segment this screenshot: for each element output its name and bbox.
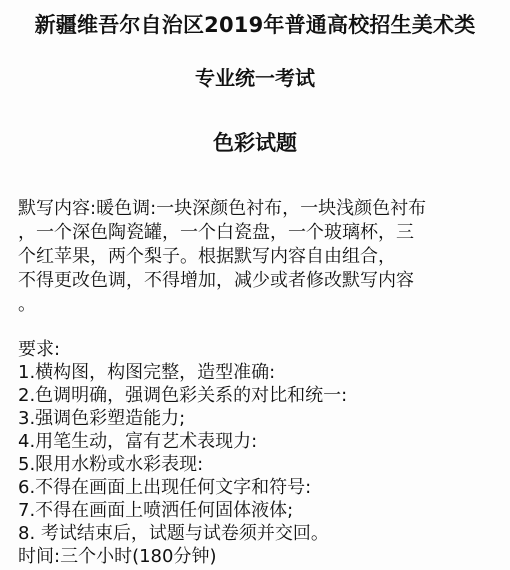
document-subtitle: 专业统一考试 xyxy=(195,66,315,90)
dictation-content xyxy=(18,197,498,317)
document-title: 新疆维吾尔自治区2019年普通高校招生美术类 xyxy=(34,13,476,37)
content-line: 个红苹果，两个梨子。根据默写内容自由组合， xyxy=(18,246,396,267)
requirements-section xyxy=(18,338,498,568)
requirement-item: 6.不得在画面上出现任何文字和符号: xyxy=(18,477,312,498)
requirement-item: 7.不得在画面上喷洒任何固体液体; xyxy=(18,500,294,521)
requirement-item: 1.横构图，构图完整，造型准确: xyxy=(18,362,276,383)
content-line: ，一个深色陶瓷罐，一个白瓷盘，一个玻璃杯，三 xyxy=(18,222,414,243)
requirement-item: 8. 考试结束后，试题与试卷须并交回。 xyxy=(18,523,329,544)
exam-time: 时间:三个小时(180分钟) xyxy=(18,546,217,567)
content-line: 不得更改色调，不得增加，减少或者修改默写内容 xyxy=(18,270,414,291)
requirement-item: 2.色调明确，强调色彩关系的对比和统一: xyxy=(18,385,348,406)
requirement-item: 3.强调色彩塑造能力; xyxy=(18,408,186,429)
exam-name: 色彩试题 xyxy=(213,131,297,155)
requirements-heading: 要求: xyxy=(18,339,61,360)
content-line: 。 xyxy=(18,294,36,315)
requirement-item: 5.限用水粉或水彩表现: xyxy=(18,454,204,475)
content-line: 默写内容:暖色调:一块深颜色衬布，一块浅颜色衬布 xyxy=(18,198,427,219)
requirement-item: 4.用笔生动，富有艺术表现力: xyxy=(18,431,258,452)
